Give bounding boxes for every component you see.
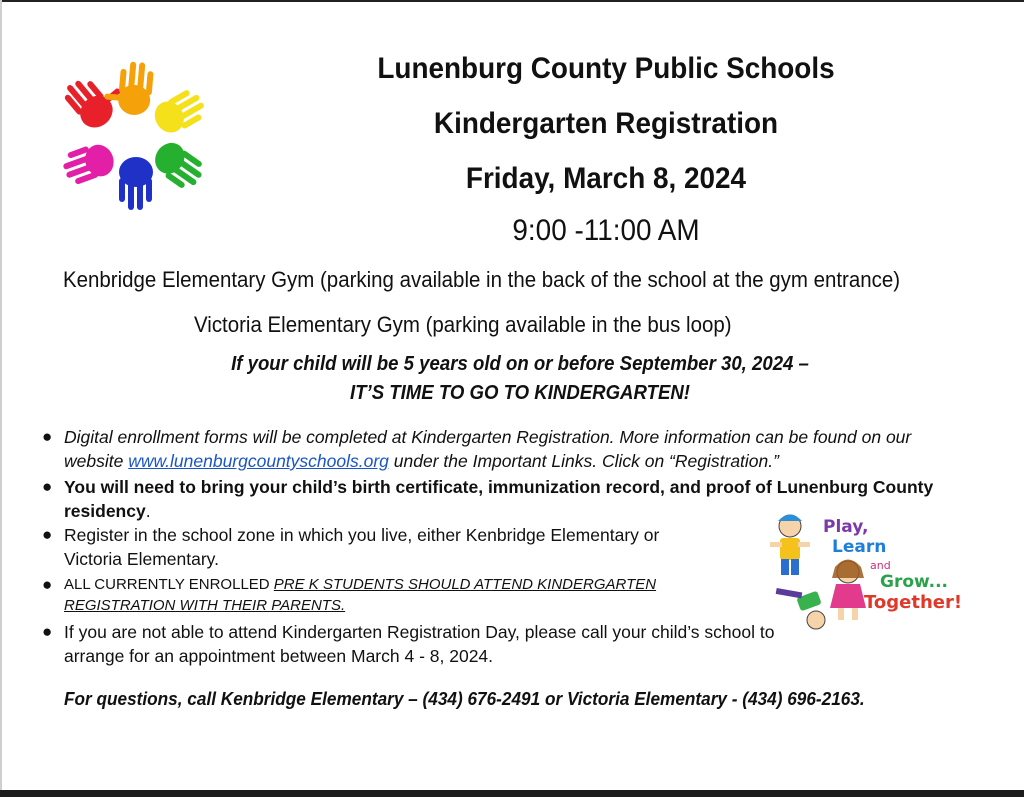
event-date: Friday, March 8, 2024 (465, 162, 747, 195)
bottom-border (0, 790, 1024, 797)
girl-figure-icon (830, 560, 866, 621)
bullet-icon: ● (42, 575, 53, 594)
kindergarten-callout: IT’S TIME TO GO TO KINDERGARTEN! (349, 382, 690, 404)
learn-text: Learn (832, 537, 887, 557)
play-text: Play, (823, 517, 869, 537)
boy-figure-icon (770, 515, 810, 576)
registration-title: Kindergarten Registration (433, 107, 779, 140)
magenta-hand-icon (59, 139, 118, 188)
bullet-digital-forms: ● Digital enrollment forms will be completed at Kindergarten Registration. More information can be found on our website www.lunenburgcountyschools.org under the Important Links. Click on “Registration.” (42, 427, 912, 471)
child-tumbling-icon (776, 588, 825, 629)
yellow-hand-icon (149, 85, 209, 139)
bullet-icon: ● (42, 477, 53, 496)
bullet-prek-students: ● ALL CURRENTLY ENROLLED PRE K STUDENTS SHOULD ATTEND KINDERGARTEN REGISTRATION WITH THEIR PARENTS. (42, 575, 657, 614)
and-text: and (870, 559, 891, 572)
handprints-clipart (50, 52, 215, 222)
contact-footer: For questions, call Kenbridge Elementary – (434) 676-2491 or Victoria Elementary - (434) 696-2163. (64, 688, 865, 709)
green-hand-icon (148, 137, 208, 194)
top-border (0, 0, 1024, 2)
location-victoria: Victoria Elementary Gym (parking available in the bus loop) (194, 312, 732, 337)
bullet-icon: ● (42, 525, 53, 544)
together-text: Together! (864, 592, 963, 613)
play-learn-grow-clipart (768, 512, 1000, 636)
age-requirement: If your child will be 5 years old on or before September 30, 2024 – (231, 353, 809, 375)
left-border (0, 0, 2, 790)
bullet-icon: ● (42, 427, 53, 446)
grow-text: Grow... (880, 572, 949, 592)
school-district-title: Lunenburg County Public Schools (377, 52, 835, 85)
event-time: 9:00 -11:00 AM (512, 214, 700, 247)
school-website-link[interactable]: www.lunenburgcountyschools.org (128, 451, 389, 471)
location-kenbridge: Kenbridge Elementary Gym (parking available in the back of the school at the gym entrance) (63, 267, 901, 292)
bullet-icon: ● (42, 622, 53, 641)
bullet-appointment: ● If you are not able to attend Kindergarten Registration Day, please call your child’s school to arrange for an appointment between March 4 - 8, 2024. (42, 622, 775, 666)
bullet-school-zone: ● Register in the school zone in which you live, either Kenbridge Elementary or Victoria Elementary. (42, 525, 660, 569)
bullet-documents: ● You will need to bring your child’s birth certificate, immunization record, and proof of Lunenburg County residency. (42, 477, 934, 521)
blue-hand-icon (119, 157, 153, 210)
